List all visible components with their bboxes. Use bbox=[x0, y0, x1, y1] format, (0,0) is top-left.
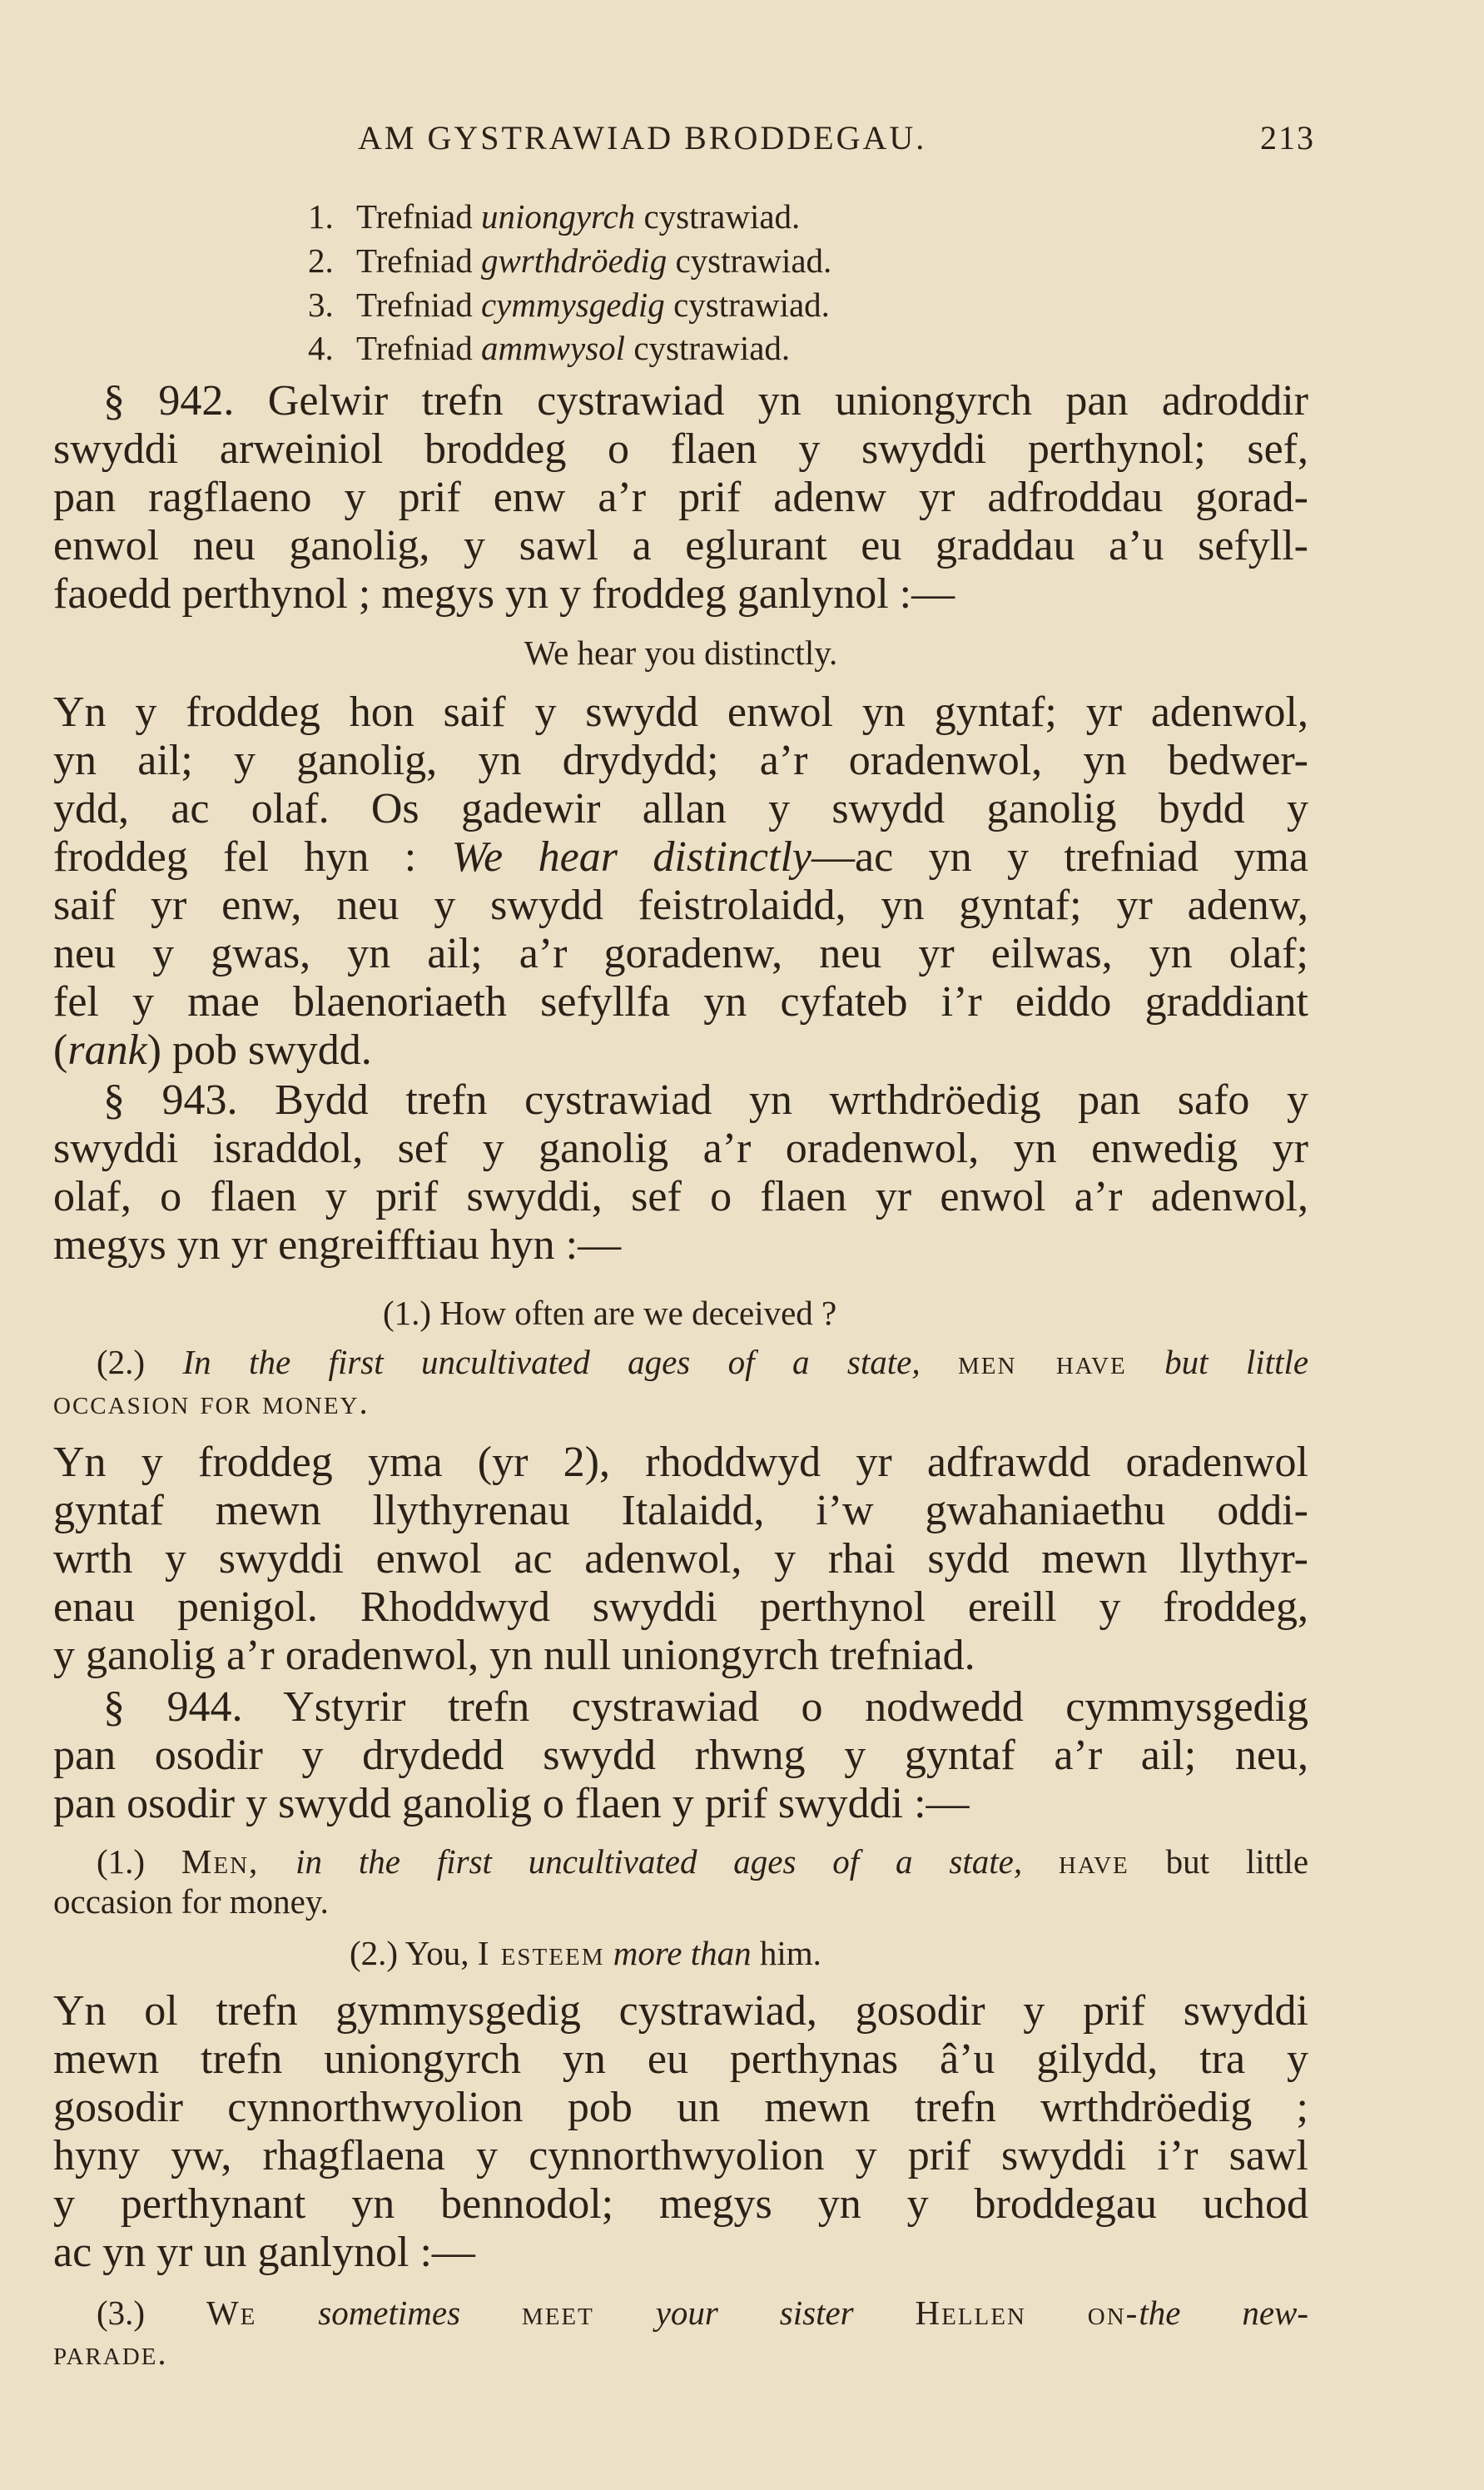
list-item: 1. Trefniad uniongyrch cystrawiad. bbox=[308, 197, 801, 236]
paragraph-942-line: swyddi arweiniol broddeg o flaen y swyddi perthynol; sef, bbox=[53, 425, 1308, 473]
paragraph-line: gyntaf mewn llythyrenau Italaidd, i’w gwahaniaethu oddi- bbox=[53, 1487, 1308, 1534]
example-944-1: (1.) Men, in the first uncultivated ages of a state, have but little bbox=[97, 1842, 1309, 1881]
paragraph-line: saif yr enw, neu y swydd feistrolaidd, yn gyntaf; yr adenw, bbox=[53, 882, 1308, 929]
paragraph-line: yn ail; y ganolig, yn drydydd; a’r oradenwol, yn bedwer- bbox=[53, 737, 1308, 784]
body-text bbox=[53, 0, 1308, 2490]
paragraph-line: Yn y froddeg yma (yr 2), rhoddwyd yr adfrawdd oradenwol bbox=[53, 1439, 1308, 1486]
paragraph-line: Yn y froddeg hon saif y swydd enwol yn gyntaf; yr adenwol, bbox=[53, 688, 1308, 736]
example-final-cont: parade. bbox=[53, 2333, 168, 2372]
paragraph-line: enau penigol. Rhoddwyd swyddi perthynol ereill y froddeg, bbox=[53, 1583, 1308, 1631]
paragraph-line: ydd, ac olaf. Os gadewir allan y swydd ganolig bydd y bbox=[53, 785, 1308, 832]
paragraph-line: froddeg fel hyn : We hear distinctly—ac yn y trefniad yma bbox=[53, 833, 1309, 881]
paragraph-942-line: faoedd perthynol ; megys yn y froddeg ganlynol :— bbox=[53, 570, 955, 618]
running-title: AM GYSTRAWIAD BRODDEGAU. bbox=[358, 119, 927, 157]
paragraph-line: hyny yw, rhagflaena y cynnorthwyolion y prif swyddi i’r sawl bbox=[53, 2132, 1308, 2179]
paragraph-944-line: § 944. Ystyrir trefn cystrawiad o nodwedd cymmysgedig bbox=[103, 1683, 1308, 1731]
list-item: 2. Trefniad gwrthdröedig cystrawiad. bbox=[308, 241, 832, 280]
paragraph-942-line: enwol neu ganolig, y sawl a eglurant eu graddau a’u sefyll- bbox=[53, 522, 1308, 569]
example-944-2: (2.) You, I esteem more than him. bbox=[350, 1934, 821, 1972]
example-944-1-cont: occasion for money. bbox=[53, 1882, 329, 1921]
paragraph-944-line: pan osodir y drydedd swydd rhwng y gyntaf a’r ail; neu, bbox=[53, 1732, 1308, 1779]
example-943-2: (2.) In the first uncultivated ages of a state, men have but little bbox=[97, 1343, 1309, 1381]
paragraph-943-line: § 943. Bydd trefn cystrawiad yn wrthdröedig pan safo y bbox=[103, 1076, 1308, 1124]
example-sentence: We hear you distinctly. bbox=[524, 634, 838, 672]
paragraph-line: mewn trefn uniongyrch yn eu perthynas â’u gilydd, tra y bbox=[53, 2035, 1308, 2083]
paragraph-line: neu y gwas, yn ail; a’r goradenw, neu yr eilwas, yn olaf; bbox=[53, 930, 1308, 977]
paragraph-line: wrth y swyddi enwol ac adenwol, y rhai sydd mewn llythyr- bbox=[53, 1535, 1308, 1583]
page-number: 213 bbox=[1260, 119, 1315, 157]
paragraph-line: gosodir cynnorthwyolion pob un mewn trefn wrthdröedig ; bbox=[53, 2084, 1308, 2131]
paragraph-line: y ganolig a’r oradenwol, yn null uniongyrch trefniad. bbox=[53, 1632, 975, 1679]
paragraph-944-line: pan osodir y swydd ganolig o flaen y prif swyddi :— bbox=[53, 1780, 970, 1827]
paragraph-line: ac yn yr un ganlynol :— bbox=[53, 2229, 475, 2276]
example-final: (3.) We sometimes meet your sister Hellen on-the new- bbox=[97, 2294, 1309, 2332]
paragraph-line: fel y mae blaenoriaeth sefyllfa yn cyfateb i’r eiddo graddiant bbox=[53, 978, 1308, 1026]
paragraph-942-line: § 942. Gelwir trefn cystrawiad yn uniongyrch pan adroddir bbox=[103, 377, 1308, 425]
paragraph-line: Yn ol trefn gymmysgedig cystrawiad, gosodir y prif swyddi bbox=[53, 1987, 1308, 2035]
list-item: 4. Trefniad ammwysol cystrawiad. bbox=[308, 329, 791, 367]
example-943-2-cont: occasion for money. bbox=[53, 1383, 370, 1421]
paragraph-943-line: swyddi israddol, sef y ganolig a’r oradenwol, yn enwedig yr bbox=[53, 1125, 1308, 1172]
paragraph-943-line: olaf, o flaen y prif swyddi, sef o flaen yr enwol a’r adenwol, bbox=[53, 1173, 1308, 1220]
paragraph-942-line: pan ragflaeno y prif enw a’r prif adenw yr adfroddau gorad- bbox=[53, 474, 1308, 521]
paragraph-943-line: megys yn yr engreifftiau hyn :— bbox=[53, 1221, 622, 1269]
paragraph-line: (rank) pob swydd. bbox=[53, 1026, 372, 1074]
list-item: 3. Trefniad cymmysgedig cystrawiad. bbox=[308, 286, 830, 324]
example-943-1: (1.) How often are we deceived ? bbox=[383, 1294, 837, 1332]
paragraph-line: y perthynant yn bennodol; megys yn y broddegau uchod bbox=[53, 2180, 1308, 2228]
